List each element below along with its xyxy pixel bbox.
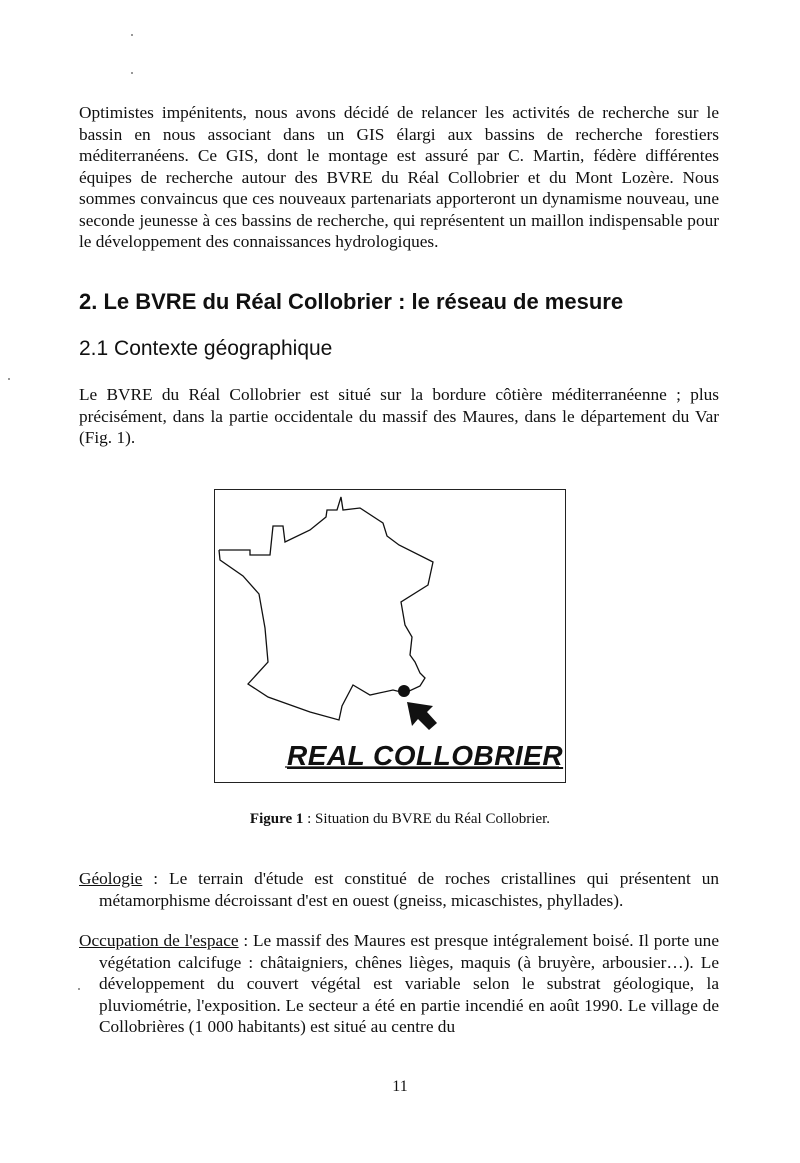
geologie-term: Géologie <box>79 869 143 888</box>
section-heading: 2. Le BVRE du Réal Collobrier : le réseau de mesure <box>79 289 624 314</box>
map-label: REAL COLLOBRIER <box>287 740 564 771</box>
pointer-arrow-icon <box>407 702 437 730</box>
scan-speck <box>131 72 133 74</box>
subsection-heading: 2.1 Contexte géographique <box>79 337 333 360</box>
figure-box <box>214 489 566 783</box>
geologie-sep: : <box>142 869 170 888</box>
page-number: 11 <box>392 1078 408 1095</box>
geologie-paragraph <box>79 868 719 911</box>
scan-speck <box>8 378 10 380</box>
context-paragraph: Le BVRE du Réal Collobrier est situé sur la bordure côtière méditerranéenne ; plus précisément, dans la partie occidentale du massif des Maures, dans le département du Var (Fig. 1). <box>79 385 719 447</box>
figure-caption-text: : Situation du BVRE du Réal Collobrier. <box>303 811 551 827</box>
occupation-paragraph <box>79 930 719 1038</box>
figure-caption <box>0 811 800 828</box>
location-dot <box>398 685 410 697</box>
scan-speck <box>131 34 133 36</box>
intro-paragraph: Optimistes impénitents, nous avons décidé de relancer les activités de recherche sur le bassin en nous associant dans un GIS élargi aux bassins de recherche forestiers méditerranéens. Ce GIS, dont le montage est assuré par C. Martin, fédère différentes équipes de recherche autour des BVRE du Réal Collobrier et du Mont Lozère. Nous sommes convaincus que ces nouveaux partenariats apporteront un dynamisme nouveau, une seconde jeunesse à ces bassins de recherche, qui représentent un maillon indispensable pour le développement des connaissances hydrologiques. <box>79 103 719 251</box>
figure-caption-label: Figure 1 <box>249 811 304 827</box>
occupation-text: Le massif des Maures est presque intégralement boisé. Il porte une végétation calcifuge : châtaigniers, chênes lièges, maquis (à bruyère, arbousier…). Le développement du couvert végétal est variable selon le substrat géologique, la pluviométrie, l'exposition. Le secteur a été en partie incendié en août 1990. Le village de Collobrières (1 000 habitants) est situé au centre du <box>99 931 719 1036</box>
occupation-sep: : <box>238 931 253 950</box>
geologie-text: Le terrain d'étude est constitué de roches cristallines qui présentent un métamorphisme décroissant d'est en ouest (gneiss, micaschistes, phyllades). <box>99 869 719 910</box>
occupation-term: Occupation de l'espace <box>79 931 239 950</box>
